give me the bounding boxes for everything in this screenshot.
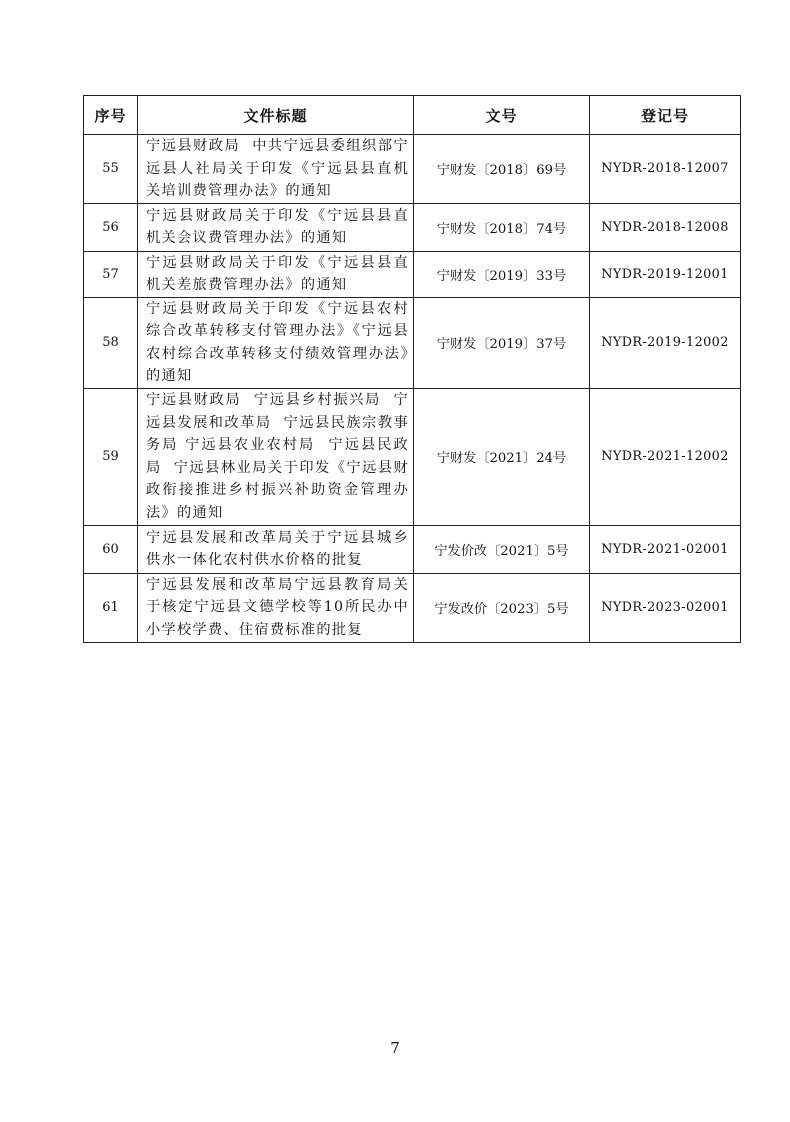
document-number-cell: 宁财发〔2021〕24号 — [414, 388, 590, 525]
document-title-cell: 宁远县财政局关于印发《宁远县农村综合改革转移支付管理办法》《宁远县农村综合改革转移支付绩效管理办法》的通知 — [138, 297, 414, 388]
document-number-cell: 宁财发〔2018〕69号 — [414, 135, 590, 204]
serial-number-cell: 61 — [84, 573, 138, 642]
header-serial-number: 序号 — [84, 96, 138, 135]
table-header-row — [84, 96, 741, 135]
table-row — [84, 297, 741, 388]
document-number-cell: 宁财发〔2019〕33号 — [414, 251, 590, 297]
registration-number-cell: NYDR-2021-02001 — [590, 525, 741, 573]
serial-number-cell: 59 — [84, 388, 138, 525]
serial-number-cell: 55 — [84, 135, 138, 204]
table-row — [84, 135, 741, 204]
document-title-cell: 宁远县财政局关于印发《宁远县县直机关会议费管理办法》的通知 — [138, 203, 414, 251]
document-title-cell: 宁远县财政局关于印发《宁远县县直机关差旅费管理办法》的通知 — [138, 251, 414, 297]
document-number-cell: 宁发改价〔2023〕5号 — [414, 573, 590, 642]
document-title-cell: 宁远县财政局 中共宁远县委组织部宁远县人社局关于印发《宁远县县直机关培训费管理办法》的通知 — [138, 135, 414, 204]
document-title-cell: 宁远县财政局 宁远县乡村振兴局 宁远县发展和改革局 宁远县民族宗教事务局 宁远县农业农村局 宁远县民政局 宁远县林业局关于印发《宁远县财政衔接推进乡村振兴补助资金管理办法》的通知 — [138, 388, 414, 525]
registration-number-cell: NYDR-2023-02001 — [590, 573, 741, 642]
page-number: 7 — [390, 1039, 400, 1057]
serial-number-cell: 60 — [84, 525, 138, 573]
table-row — [84, 388, 741, 525]
document-table — [83, 95, 741, 643]
registration-number-cell: NYDR-2019-12002 — [590, 297, 741, 388]
serial-number-cell: 58 — [84, 297, 138, 388]
registration-number-cell: NYDR-2018-12008 — [590, 203, 741, 251]
table-row — [84, 251, 741, 297]
document-number-cell: 宁发价改〔2021〕5号 — [414, 525, 590, 573]
document-title-cell: 宁远县发展和改革局宁远县教育局关于核定宁远县文德学校等10所民办中小学校学费、住宿费标准的批复 — [138, 573, 414, 642]
document-number-cell: 宁财发〔2019〕37号 — [414, 297, 590, 388]
header-document-number: 文号 — [414, 96, 590, 135]
table-row — [84, 525, 741, 573]
registration-number-cell: NYDR-2019-12001 — [590, 251, 741, 297]
registration-number-cell: NYDR-2021-12002 — [590, 388, 741, 525]
table-row — [84, 203, 741, 251]
header-registration-number: 登记号 — [590, 96, 741, 135]
registration-number-cell: NYDR-2018-12007 — [590, 135, 741, 204]
serial-number-cell: 57 — [84, 251, 138, 297]
document-number-cell: 宁财发〔2018〕74号 — [414, 203, 590, 251]
header-document-title: 文件标题 — [138, 96, 414, 135]
table-row — [84, 573, 741, 642]
serial-number-cell: 56 — [84, 203, 138, 251]
document-title-cell: 宁远县发展和改革局关于宁远县城乡供水一体化农村供水价格的批复 — [138, 525, 414, 573]
